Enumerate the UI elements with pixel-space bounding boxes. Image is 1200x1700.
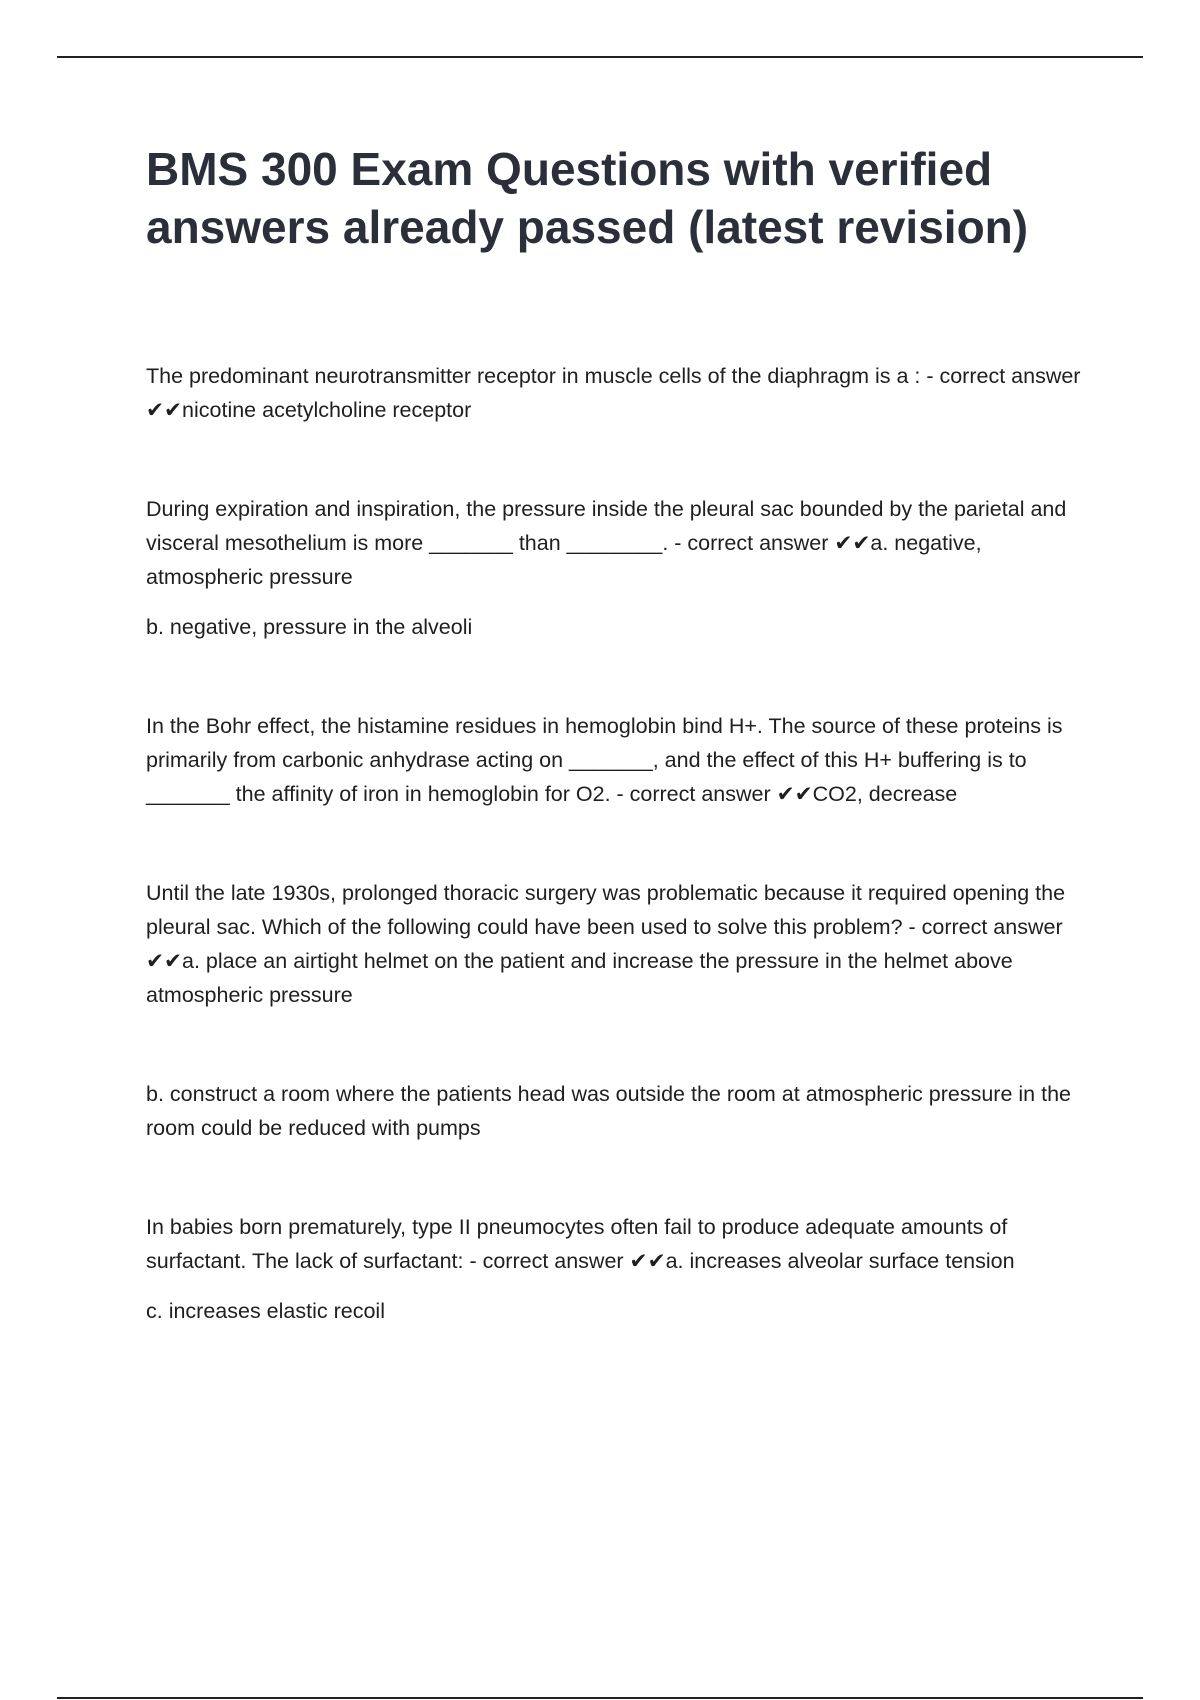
question-4-option-b: b. construct a room where the patients head was outside the room at atmospheric pressure in the room could be reduced with pumps [146,1082,1071,1140]
footer-rule [57,1697,1143,1699]
question-4: Until the late 1930s, prolonged thoracic surgery was problematic because it required opening the pleural sac. Which of the following could have been used to solve this problem? - correct answer ✔✔a. place an airtight helmet on the patient and increase the pressure in the helmet above atmospheric pressure [146,881,1066,1007]
document-title: BMS 300 Exam Questions with verified answers already passed (latest revision) [146,143,1029,253]
question-3: In the Bohr effect, the histamine residues in hemoglobin bind H+. The source of these proteins is primarily from carbonic anhydrase acting on _______, and the effect of this H+ buffering is to _______ the affinity of iron in hemoglobin for O2. - correct answer ✔✔CO2, decrease [146,714,1063,806]
question-2-option-b: b. negative, pressure in the alveoli [146,615,473,639]
document-body [146,140,1096,1328]
question-2: During expiration and inspiration, the pressure inside the pleural sac bounded by the parietal and visceral mesothelium is more _______ than ________. - correct answer ✔✔a. negative, atmospheric pressure [146,497,1067,589]
question-5: In babies born prematurely, type II pneumocytes often fail to produce adequate amounts of surfactant. The lack of surfactant: - correct answer ✔✔a. increases alveolar surface tension [146,1215,1015,1273]
question-5-option-c: c. increases elastic recoil [146,1299,385,1323]
question-1: The predominant neurotransmitter receptor in muscle cells of the diaphragm is a : - correct answer ✔✔nicotine acetylcholine receptor [146,364,1081,422]
header-rule [57,56,1143,58]
